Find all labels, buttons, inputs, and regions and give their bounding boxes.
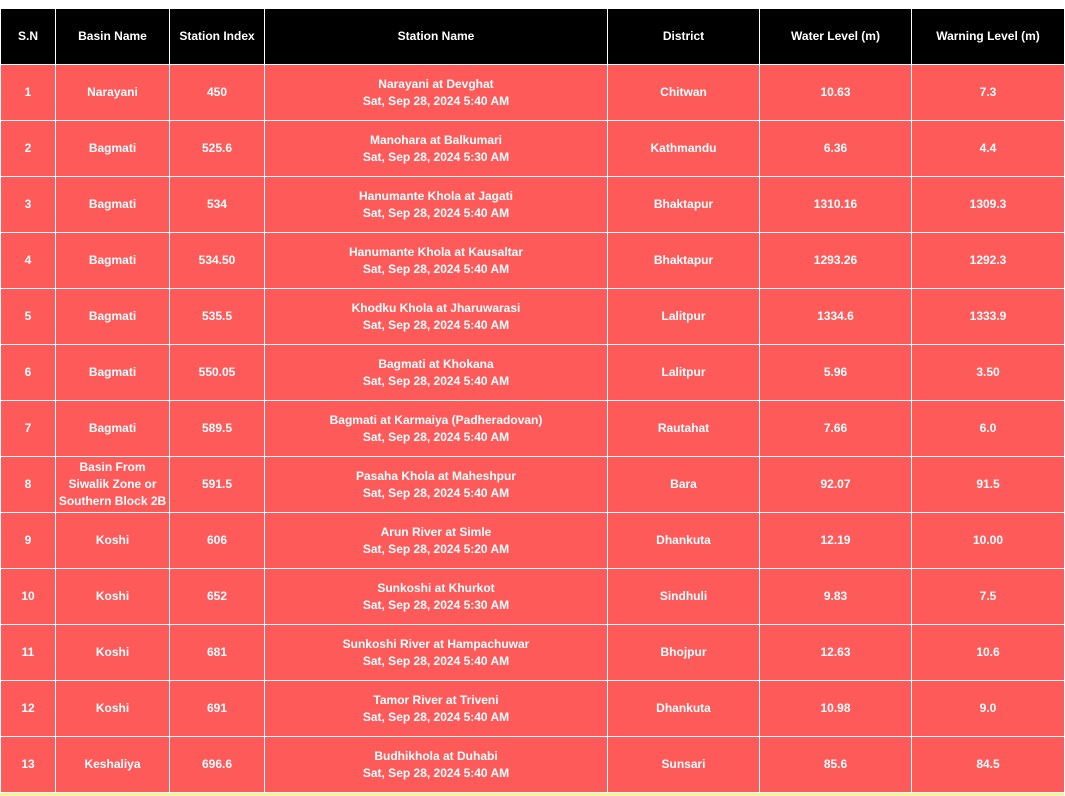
cell-district: Lalitpur [608,345,760,401]
cell-station-index: 535.5 [170,289,265,345]
cell-warning-level: 7.5 [912,569,1065,625]
station-name-text: Arun River at Simle [380,524,492,539]
cell-district: Rautahat [608,401,760,457]
cell-sn: 7 [1,401,56,457]
station-name-text: Khodku Khola at Jharuwarasi [351,300,521,315]
cell-water-level: 12.19 [760,513,912,569]
table-row [1,513,1065,569]
cell-basin-name: Bagmati [56,121,170,177]
cell-water-level: 5.96 [760,345,912,401]
table-row [1,625,1065,681]
cell-station-index: 652 [170,569,265,625]
cell-district: Sindhuli [608,569,760,625]
cell-water-level: 1293.26 [760,233,912,289]
cell-sn: 8 [1,457,56,513]
header-district: District [608,9,760,65]
table-row [1,121,1065,177]
cell-sn: 13 [1,737,56,793]
cell-basin-name: Bagmati [56,401,170,457]
station-timestamp: Sat, Sep 28, 2024 5:30 AM [362,597,510,612]
cell-station-name [265,121,608,177]
cell-district: Sunsari [608,737,760,793]
table-row [1,401,1065,457]
cell-basin-name: Bagmati [56,345,170,401]
cell-warning-level: 4.4 [912,121,1065,177]
station-name-text: Pasaha Khola at Maheshpur [355,468,517,483]
cell-station-index: 589.5 [170,401,265,457]
table-row [1,345,1065,401]
cell-sn: 3 [1,177,56,233]
table-row [1,737,1065,793]
cell-warning-level: 6.0 [912,401,1065,457]
cell-basin-name: Bagmati [56,289,170,345]
table-header-row [1,9,1065,65]
table-body [1,65,1065,793]
station-timestamp: Sat, Sep 28, 2024 5:40 AM [362,485,510,500]
station-timestamp: Sat, Sep 28, 2024 5:40 AM [362,765,510,780]
cell-district: Bhaktapur [608,233,760,289]
cell-water-level: 1310.16 [760,177,912,233]
cell-warning-level: 84.5 [912,737,1065,793]
cell-warning-level: 91.5 [912,457,1065,513]
table-header [1,9,1065,65]
station-name-text: Bagmati at Karmaiya (Padheradovan) [329,412,543,427]
cell-warning-level: 1333.9 [912,289,1065,345]
station-timestamp: Sat, Sep 28, 2024 5:40 AM [362,205,510,220]
cell-sn: 11 [1,625,56,681]
cell-station-index: 606 [170,513,265,569]
cell-district: Bara [608,457,760,513]
cell-station-name [265,737,608,793]
cell-water-level: 7.66 [760,401,912,457]
table-row [1,569,1065,625]
cell-district: Dhankuta [608,513,760,569]
cell-station-index: 525.6 [170,121,265,177]
cell-water-level: 6.36 [760,121,912,177]
header-water-level: Water Level (m) [760,9,912,65]
cell-station-index: 550.05 [170,345,265,401]
cell-station-name [265,625,608,681]
cell-station-name [265,289,608,345]
station-timestamp: Sat, Sep 28, 2024 5:30 AM [362,149,510,164]
station-name-text: Tamor River at Triveni [373,692,499,707]
cell-basin-name: Koshi [56,681,170,737]
cell-district: Dhankuta [608,681,760,737]
cell-station-index: 591.5 [170,457,265,513]
cell-sn: 6 [1,345,56,401]
cell-basin-name: Bagmati [56,233,170,289]
station-timestamp: Sat, Sep 28, 2024 5:20 AM [362,541,510,556]
header-warning-level: Warning Level (m) [912,9,1065,65]
station-timestamp: Sat, Sep 28, 2024 5:40 AM [362,93,510,108]
station-timestamp: Sat, Sep 28, 2024 5:40 AM [362,261,510,276]
cell-sn: 4 [1,233,56,289]
station-name-text: Narayani at Devghat [378,76,494,91]
cell-warning-level: 3.50 [912,345,1065,401]
header-sn: S.N [1,9,56,65]
cell-water-level: 92.07 [760,457,912,513]
cell-water-level: 9.83 [760,569,912,625]
station-timestamp: Sat, Sep 28, 2024 5:40 AM [362,317,510,332]
cell-warning-level: 7.3 [912,65,1065,121]
water-level-table-container [0,8,1065,796]
station-name-text: Bagmati at Khokana [378,356,494,371]
cell-basin-name: Koshi [56,569,170,625]
cell-sn: 2 [1,121,56,177]
cell-warning-level: 10.00 [912,513,1065,569]
cell-warning-level: 1309.3 [912,177,1065,233]
station-timestamp: Sat, Sep 28, 2024 5:40 AM [362,709,510,724]
cell-station-name [265,233,608,289]
cell-station-name [265,569,608,625]
cell-station-index: 681 [170,625,265,681]
cell-station-index: 696.6 [170,737,265,793]
cell-sn: 9 [1,513,56,569]
cell-district: Kathmandu [608,121,760,177]
table-row [1,177,1065,233]
cell-station-name [265,177,608,233]
cell-sn: 10 [1,569,56,625]
cell-basin-name: Basin From Siwalik Zone or Southern Block 2B [56,457,170,513]
cell-basin-name: Keshaliya [56,737,170,793]
header-station-index: Station Index [170,9,265,65]
cell-station-index: 534 [170,177,265,233]
cell-station-name [265,457,608,513]
table-row [1,681,1065,737]
station-name-text: Sunkoshi River at Hampachuwar [342,636,530,651]
cell-sn: 12 [1,681,56,737]
cell-sn: 5 [1,289,56,345]
cell-station-name [265,345,608,401]
cell-water-level: 85.6 [760,737,912,793]
cell-station-index: 534.50 [170,233,265,289]
cell-district: Lalitpur [608,289,760,345]
station-name-text: Sunkoshi at Khurkot [377,580,495,595]
station-name-text: Manohara at Balkumari [369,132,503,147]
cell-water-level: 12.63 [760,625,912,681]
cell-station-name [265,681,608,737]
header-basin-name: Basin Name [56,9,170,65]
cell-district: Bhojpur [608,625,760,681]
cell-warning-level: 1292.3 [912,233,1065,289]
cell-station-index: 691 [170,681,265,737]
station-name-text: Hanumante Khola at Kausaltar [348,244,524,259]
station-timestamp: Sat, Sep 28, 2024 5:40 AM [362,653,510,668]
cell-sn: 1 [1,65,56,121]
table-row [1,289,1065,345]
cell-station-name [265,65,608,121]
station-name-text: Hanumante Khola at Jagati [358,188,514,203]
cell-station-index: 450 [170,65,265,121]
cell-basin-name: Narayani [56,65,170,121]
cell-basin-name: Koshi [56,513,170,569]
cell-basin-name: Bagmati [56,177,170,233]
cell-district: Chitwan [608,65,760,121]
cell-water-level: 10.98 [760,681,912,737]
cell-station-name [265,401,608,457]
table-row [1,457,1065,513]
cell-warning-level: 10.6 [912,625,1065,681]
cell-district: Bhaktapur [608,177,760,233]
station-timestamp: Sat, Sep 28, 2024 5:40 AM [362,429,510,444]
cell-basin-name: Koshi [56,625,170,681]
station-name-text: Budhikhola at Duhabi [374,748,498,763]
cell-water-level: 1334.6 [760,289,912,345]
table-row [1,65,1065,121]
table-row [1,233,1065,289]
station-timestamp: Sat, Sep 28, 2024 5:40 AM [362,373,510,388]
header-station-name: Station Name [265,9,608,65]
cell-warning-level: 9.0 [912,681,1065,737]
water-level-table [0,8,1065,793]
cell-water-level: 10.63 [760,65,912,121]
cell-station-name [265,513,608,569]
